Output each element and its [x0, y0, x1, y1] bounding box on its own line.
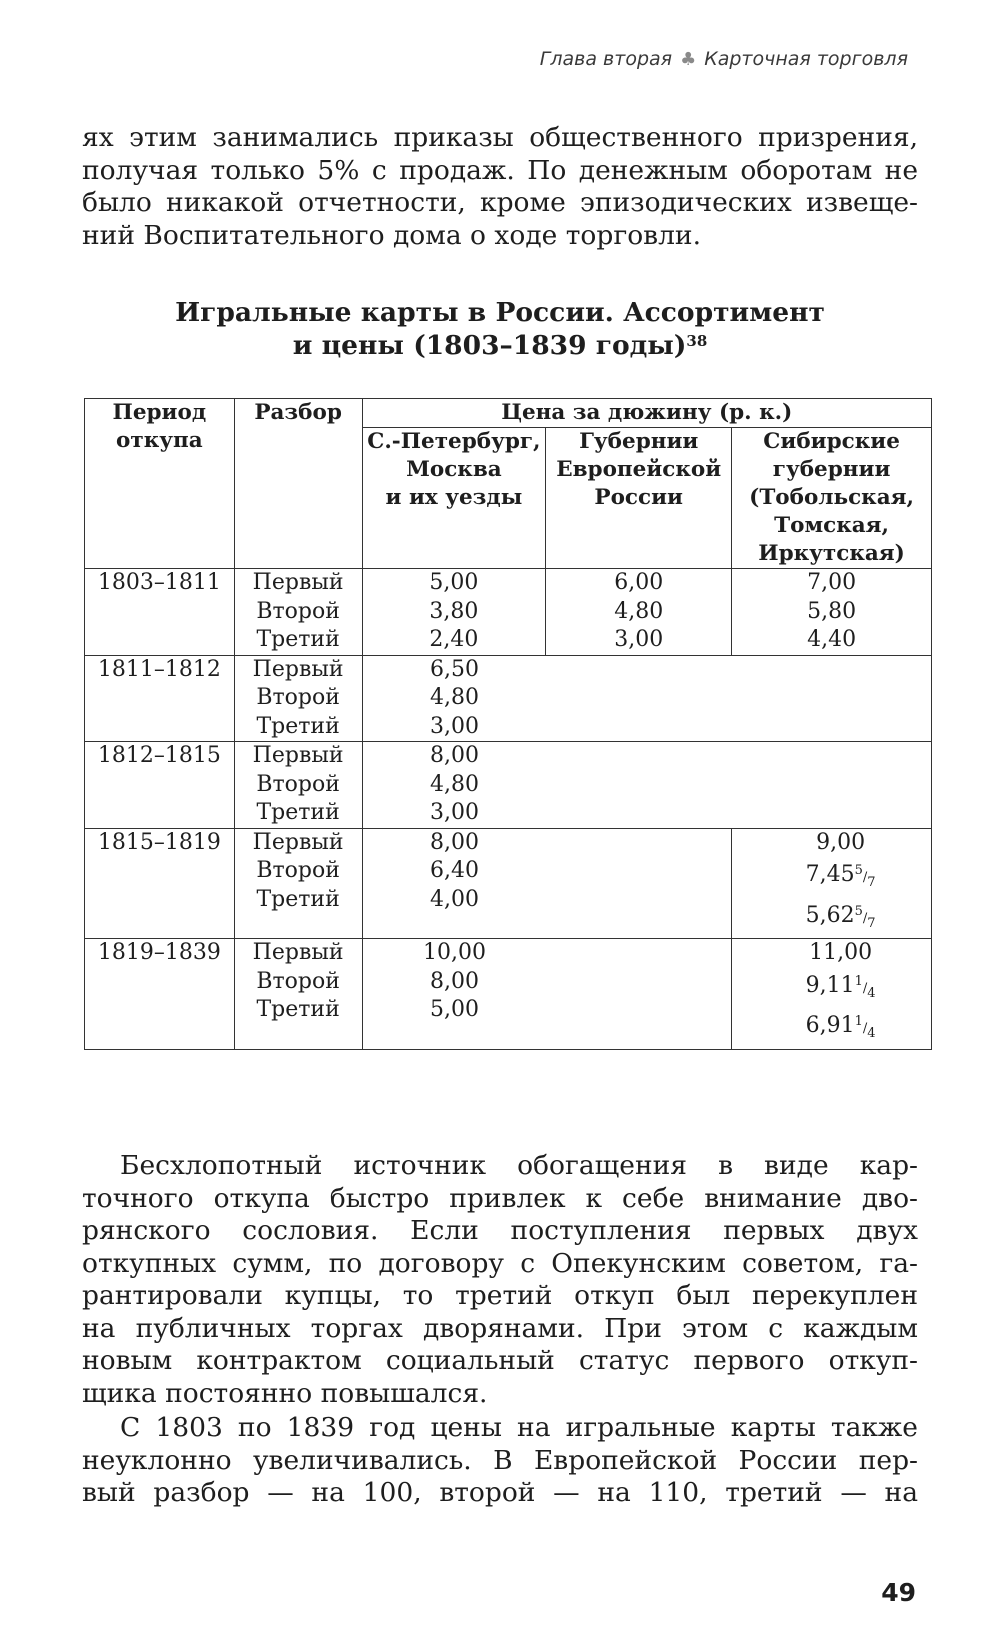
table-title-line-1: Игральные карты в России. Ассортимент: [175, 297, 825, 328]
merged-price-cell: 10,00 8,00 5,00: [362, 939, 732, 1050]
text-line: ях этим занимались приказы общественного призрения,: [82, 122, 918, 153]
footnote-ref: 38: [686, 332, 708, 350]
merged-price-cell: 6,50 4,80 3,00: [362, 655, 932, 742]
text-line: новым контрактом социальный статус первого откуп-: [82, 1345, 918, 1376]
chapter-title: Глава вторая: [539, 48, 673, 70]
text-line: рянского сословия. Если поступления первых двух: [82, 1215, 918, 1246]
text-line: точного откупа быстро привлек к себе внимание дво-: [82, 1182, 918, 1214]
grade-cell: Первый Второй Третий: [234, 939, 362, 1050]
grade-cell: Первый Второй Третий: [234, 742, 362, 829]
text-line: рантировали купцы, то третий откуп был перекуплен: [82, 1280, 918, 1311]
header-price: Цена за дюжину (р. к.): [362, 399, 932, 428]
body-paragraph-2: [82, 1150, 918, 1410]
fraction: 5/7: [854, 903, 876, 931]
gub-price-cell: 6,00 4,80 3,00: [546, 569, 732, 656]
header-period: Период откупа: [85, 399, 235, 569]
grade-cell: Первый Второй Третий: [234, 569, 362, 656]
table-row: [85, 939, 932, 1050]
period-cell: 1815–1819: [85, 828, 235, 939]
running-header: [540, 48, 908, 70]
table-row: [85, 655, 932, 742]
page-number: 49: [881, 1578, 916, 1607]
merged-price-cell: 8,00 6,40 4,00: [362, 828, 732, 939]
text-line: откупных сумм, по договору с Опекунским советом, га-: [82, 1247, 918, 1279]
period-cell: 1819–1839: [85, 939, 235, 1050]
fraction: 5/7: [854, 863, 876, 890]
club-ornament-icon: ♣: [680, 48, 697, 70]
table-title-line-2: и цены (1803–1839 годы)$^{38}$: [292, 330, 708, 361]
table-title: [82, 296, 918, 362]
price-table: [84, 398, 932, 1050]
grade-cell: Первый Второй Третий: [234, 655, 362, 742]
table-row: [85, 828, 932, 939]
merged-price-cell: 8,00 4,80 3,00: [362, 742, 932, 829]
header-grade: Разбор: [234, 399, 362, 569]
section-title: Карточная торговля: [704, 48, 908, 70]
sib-price-cell: 7,00 5,80 4,40: [732, 569, 932, 656]
fraction: 1/4: [854, 1014, 876, 1041]
table-row: [85, 742, 932, 829]
spb-price-cell: 5,00 3,80 2,40: [362, 569, 546, 656]
grade-cell: Первый Второй Третий: [234, 828, 362, 939]
text-line: получая только 5% с продаж. По денежным оборотам не: [82, 154, 918, 186]
table-row: [85, 569, 932, 656]
header-spb: С.-Петербург, Москва и их уезды: [362, 428, 546, 569]
text-line: на публичных торгах дворянами. При этом с каждым: [82, 1312, 918, 1344]
text-line: Бесхлопотный источник обогащения в виде кар-: [120, 1150, 918, 1181]
period-cell: 1811–1812: [85, 655, 235, 742]
header-sib: Сибирские губернии (Тобольская, Томская, Иркутская): [732, 428, 932, 569]
sib-price-cell: 11,00 9,111/4 6,911/4: [732, 939, 932, 1050]
intro-paragraph: [82, 122, 918, 252]
header-gub: Губернии Европейской России: [546, 428, 732, 569]
text-line: ний Воспитательного дома о ходе торговли.: [82, 219, 702, 251]
sib-price-cell: 9,00 7,455/7 5,625/7: [732, 828, 932, 939]
text-line: щика постоянно повышался.: [82, 1377, 488, 1409]
text-line: С 1803 по 1839 год цены на игральные карты также: [120, 1412, 918, 1443]
fraction: 1/4: [854, 973, 876, 1001]
text-line: было никакой отчетности, кроме эпизодических извеще-: [82, 187, 918, 218]
body-paragraph-3: [82, 1412, 918, 1510]
period-cell: 1812–1815: [85, 742, 235, 829]
text-line: вый разбор — на 100, второй — на 110, третий — на: [82, 1477, 918, 1508]
period-cell: 1803–1811: [85, 569, 235, 656]
text-line: неуклонно увеличивались. В Европейской России пер-: [82, 1444, 918, 1476]
